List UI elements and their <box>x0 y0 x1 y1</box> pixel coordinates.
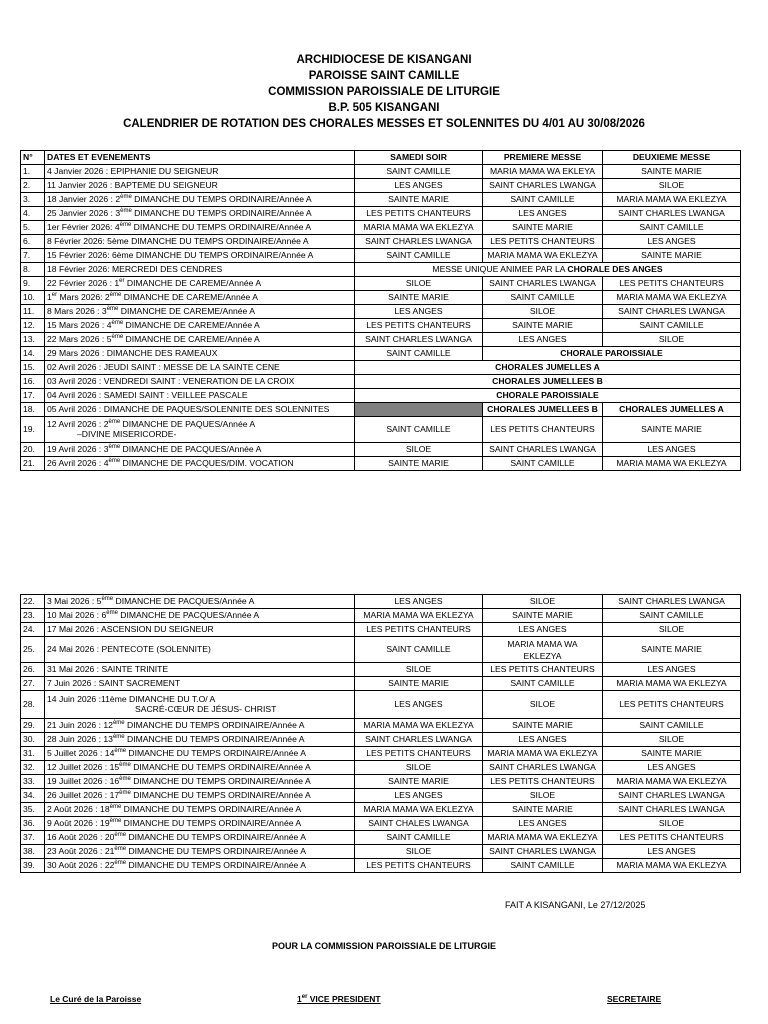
row-number: 24. <box>21 623 45 637</box>
row-number: 15. <box>21 361 45 375</box>
table-row <box>21 691 741 719</box>
row-number: 21. <box>21 457 45 471</box>
row-merged-assignment: CHORALE PAROISSIALE <box>355 389 741 403</box>
row-deuxieme: SILOE <box>603 623 741 637</box>
row-number: 26. <box>21 663 45 677</box>
row-deuxieme: SAINT CAMILLE <box>603 221 741 235</box>
row-deuxieme: SAINT CHARLES LWANGA <box>603 595 741 609</box>
row-samedi: SAINT CAMILLE <box>355 249 483 263</box>
row-event: 8 Mars 2026 : 3ème DIMANCHE DE CAREME/Année A <box>45 305 355 319</box>
row-premiere: LES ANGES <box>483 333 603 347</box>
col-header-premiere: PREMIERE MESSE <box>483 151 603 165</box>
row-deuxieme: MARIA MAMA WA EKLEZYA <box>603 775 741 789</box>
row-event: 9 Août 2026 : 19ème DIMANCHE DU TEMPS ORDINAIRE/Année A <box>45 817 355 831</box>
row-samedi: SILOE <box>355 443 483 457</box>
row-premiere: LES PETITS CHANTEURS <box>483 417 603 443</box>
row-deuxieme: SILOE <box>603 333 741 347</box>
table-row <box>21 193 741 207</box>
row-number: 29. <box>21 719 45 733</box>
row-deuxieme: SAINTE MARIE <box>603 637 741 663</box>
table-row <box>21 319 741 333</box>
row-number: 12. <box>21 319 45 333</box>
row-number: 3. <box>21 193 45 207</box>
table-row <box>21 623 741 637</box>
row-event: 22 Mars 2026 : 5ème DIMANCHE DE CAREME/Année A <box>45 333 355 347</box>
row-event: 28 Juin 2026 : 13ème DIMANCHE DU TEMPS ORDINAIRE/Année A <box>45 733 355 747</box>
row-deuxieme: SAINT CHARLES LWANGA <box>603 305 741 319</box>
table-row <box>21 637 741 663</box>
row-premiere: SAINT CHARLES LWANGA <box>483 845 603 859</box>
row-samedi: MARIA MAMA WA EKLEZYA <box>355 609 483 623</box>
row-number: 1. <box>21 165 45 179</box>
row-deuxieme: SAINT CAMILLE <box>603 719 741 733</box>
row-samedi: MARIA MAMA WA EKLEZYA <box>355 719 483 733</box>
table-row <box>21 263 741 277</box>
row-event: 8 Février 2026: 5ème DIMANCHE DU TEMPS ORDINAIRE/Année A <box>45 235 355 249</box>
commission-title: COMMISSION PAROISSIALE DE LITURGIE <box>268 86 500 98</box>
row-number: 17. <box>21 389 45 403</box>
row-premiere: SILOE <box>483 595 603 609</box>
row-event: 12 Avril 2026 : 2ème DIMANCHE DE PAQUES/Année A –DIVINE MISERICORDE- <box>45 417 355 443</box>
row-deuxieme: SAINT CHARLES LWANGA <box>603 207 741 221</box>
row-number: 32. <box>21 761 45 775</box>
row-deuxieme: SILOE <box>603 179 741 193</box>
row-merged-assignment: MESSE UNIQUE ANIMEE PAR LA CHORALE DES ANGES <box>355 263 741 277</box>
table-row <box>21 831 741 845</box>
signature-cure: Le Curé de la Paroisse <box>50 994 142 1004</box>
row-merged-assignment: CHORALES JUMELLEES B <box>355 375 741 389</box>
table-row <box>21 361 741 375</box>
row-number: 18. <box>21 403 45 417</box>
row-event: 02 Avril 2026 : JEUDI SAINT : MESSE DE LA SAINTE CENE <box>45 361 355 375</box>
table-header-row <box>21 151 741 165</box>
row-premiere: SAINT CAMILLE <box>483 677 603 691</box>
row-number: 37. <box>21 831 45 845</box>
row-number: 13. <box>21 333 45 347</box>
row-deuxieme: SAINTE MARIE <box>603 249 741 263</box>
row-premiere: LES ANGES <box>483 207 603 221</box>
row-number: 5. <box>21 221 45 235</box>
row-deuxieme: MARIA MAMA WA EKLEZYA <box>603 677 741 691</box>
row-samedi: SAINTE MARIE <box>355 193 483 207</box>
table-row <box>21 747 741 761</box>
row-samedi-shaded <box>355 403 483 417</box>
row-deuxieme: SAINT CHARLES LWANGA <box>603 803 741 817</box>
row-event: 2 Août 2026 : 18ème DIMANCHE DU TEMPS ORDINAIRE/Année A <box>45 803 355 817</box>
table-row <box>21 677 741 691</box>
row-merged-assignment: CHORALE PAROISSIALE <box>483 347 741 361</box>
row-deuxieme: SAINTE MARIE <box>603 165 741 179</box>
row-samedi: LES ANGES <box>355 691 483 719</box>
row-number: 2. <box>21 179 45 193</box>
row-number: 34. <box>21 789 45 803</box>
table-row <box>21 235 741 249</box>
row-number: 25. <box>21 637 45 663</box>
row-event: 05 Avril 2026 : DIMANCHE DE PAQUES/SOLENNITE DES SOLENNITES <box>45 403 355 417</box>
row-event: 11 Janvier 2026 : BAPTEME DU SEIGNEUR <box>45 179 355 193</box>
row-deuxieme: LES ANGES <box>603 235 741 249</box>
row-number: 14. <box>21 347 45 361</box>
signature-vice-president: 1er VICE PRESIDENT <box>297 994 381 1004</box>
row-event: 26 Avril 2026 : 4ème DIMANCHE DE PACQUES/DIM. VOCATION <box>45 457 355 471</box>
row-number: 23. <box>21 609 45 623</box>
table-row <box>21 595 741 609</box>
row-number: 6. <box>21 235 45 249</box>
rotation-table-part2 <box>20 594 741 873</box>
row-event: 24 Mai 2026 : PENTECOTE (SOLENNITE) <box>45 637 355 663</box>
row-number: 7. <box>21 249 45 263</box>
rotation-table-part1 <box>20 150 741 471</box>
row-event: 7 Juin 2026 : SAINT SACREMENT <box>45 677 355 691</box>
row-premiere: SAINTE MARIE <box>483 803 603 817</box>
row-event: 15 Février 2026: 6ème DIMANCHE DU TEMPS ORDINAIRE/Année A <box>45 249 355 263</box>
row-event: 14 Juin 2026 :11ème DIMANCHE DU T.O/ A SACRÉ-CŒUR DE JÉSUS- CHRIST <box>45 691 355 719</box>
table-row <box>21 761 741 775</box>
row-number: 22. <box>21 595 45 609</box>
row-number: 33. <box>21 775 45 789</box>
row-event: 03 Avril 2026 : VENDREDI SAINT : VENERATION DE LA CROIX <box>45 375 355 389</box>
row-deuxieme: SAINT CHARLES LWANGA <box>603 789 741 803</box>
row-samedi: SAINT CHARLES LWANGA <box>355 733 483 747</box>
row-samedi: LES PETITS CHANTEURS <box>355 859 483 873</box>
row-merged-assignment: CHORALES JUMELLES A <box>355 361 741 375</box>
archdiocese-title: ARCHIDIOCESE DE KISANGANI <box>296 54 472 66</box>
table-row <box>21 789 741 803</box>
row-samedi: MARIA MAMA WA EKLEZYA <box>355 221 483 235</box>
row-premiere: SAINT CAMILLE <box>483 291 603 305</box>
commission-signature-heading: POUR LA COMMISSION PAROISSIALE DE LITURGIE <box>271 941 496 951</box>
row-premiere: LES ANGES <box>483 733 603 747</box>
row-number: 30. <box>21 733 45 747</box>
row-premiere: SAINTE MARIE <box>483 319 603 333</box>
postal-box: B.P. 505 KISANGANI <box>328 102 440 114</box>
row-samedi: SAINTE MARIE <box>355 457 483 471</box>
row-samedi: SAINT CHARLES LWANGA <box>355 235 483 249</box>
row-premiere: MARIA MAMA WA EKLEYA <box>483 165 603 179</box>
row-samedi: LES ANGES <box>355 305 483 319</box>
table-row <box>21 417 741 443</box>
row-premiere: LES PETITS CHANTEURS <box>483 663 603 677</box>
table-row <box>21 375 741 389</box>
calendar-title: CALENDRIER DE ROTATION DES CHORALES MESSES ET SOLENNITES DU 4/01 AU 30/08/2026 <box>123 118 645 130</box>
row-premiere: SAINT CAMILLE <box>483 193 603 207</box>
signing-date: FAIT A KISANGANI, Le 27/12/2025 <box>505 900 646 910</box>
table-row <box>21 207 741 221</box>
table-row <box>21 179 741 193</box>
row-event: 22 Février 2026 : 1er DIMANCHE DE CAREME/Année A <box>45 277 355 291</box>
table-row <box>21 803 741 817</box>
table-row <box>21 443 741 457</box>
row-premiere: LES PETITS CHANTEURS <box>483 235 603 249</box>
table-row <box>21 277 741 291</box>
row-number: 35. <box>21 803 45 817</box>
row-samedi: LES ANGES <box>355 789 483 803</box>
row-number: 8. <box>21 263 45 277</box>
row-number: 20. <box>21 443 45 457</box>
row-deuxieme: LES ANGES <box>603 663 741 677</box>
row-premiere: LES ANGES <box>483 817 603 831</box>
row-event: 31 Mai 2026 : SAINTE TRINITE <box>45 663 355 677</box>
table-row <box>21 817 741 831</box>
row-premiere: SAINT CHARLES LWANGA <box>483 179 603 193</box>
document-header <box>0 52 768 132</box>
row-deuxieme: SAINT CAMILLE <box>603 319 741 333</box>
row-event: 10 Mai 2026 : 6ème DIMANCHE DE PACQUES/Année A <box>45 609 355 623</box>
col-header-event: DATES ET EVENEMENTS <box>45 151 355 165</box>
row-samedi: MARIA MAMA WA EKLEZYA <box>355 803 483 817</box>
row-deuxieme: MARIA MAMA WA EKLEZYA <box>603 859 741 873</box>
row-event: 21 Juin 2026 : 12ème DIMANCHE DU TEMPS ORDINAIRE/Année A <box>45 719 355 733</box>
row-number: 19. <box>21 417 45 443</box>
row-samedi: LES PETITS CHANTEURS <box>355 623 483 637</box>
row-event: 17 Mai 2026 : ASCENSION DU SEIGNEUR <box>45 623 355 637</box>
row-premiere: LES ANGES <box>483 623 603 637</box>
row-samedi: SILOE <box>355 845 483 859</box>
row-samedi: SAINTE MARIE <box>355 291 483 305</box>
row-samedi: LES PETITS CHANTEURS <box>355 747 483 761</box>
row-samedi: LES PETITS CHANTEURS <box>355 207 483 221</box>
row-samedi: SAINT CHALES LWANGA <box>355 817 483 831</box>
row-deuxieme: LES PETITS CHANTEURS <box>603 691 741 719</box>
col-header-deuxieme: DEUXIEME MESSE <box>603 151 741 165</box>
row-samedi: LES ANGES <box>355 595 483 609</box>
row-samedi: SAINTE MARIE <box>355 775 483 789</box>
row-samedi: SAINT CAMILLE <box>355 165 483 179</box>
row-premiere: SILOE <box>483 305 603 319</box>
col-header-num: N° <box>21 151 45 165</box>
row-samedi: LES PETITS CHANTEURS <box>355 319 483 333</box>
table-row <box>21 305 741 319</box>
table-row <box>21 165 741 179</box>
table-row <box>21 775 741 789</box>
row-event: 3 Mai 2026 : 5ème DIMANCHE DE PACQUES/Année A <box>45 595 355 609</box>
row-premiere: SAINT CAMILLE <box>483 457 603 471</box>
row-number: 39. <box>21 859 45 873</box>
row-deuxieme: MARIA MAMA WA EKLEZYA <box>603 457 741 471</box>
row-event: 1er Février 2026: 4ème DIMANCHE DU TEMPS ORDINAIRE/Année A <box>45 221 355 235</box>
row-event: 25 Janvier 2026 : 3ème DIMANCHE DU TEMPS ORDINAIRE/Année A <box>45 207 355 221</box>
row-event: 26 Juillet 2026 : 17ème DIMANCHE DU TEMPS ORDINAIRE/Année A <box>45 789 355 803</box>
row-event: 18 Février 2026: MERCREDI DES CENDRES <box>45 263 355 277</box>
row-event: 19 Avril 2026 : 3ème DIMANCHE DE PACQUES/Année A <box>45 443 355 457</box>
row-deuxieme: CHORALES JUMELLES A <box>603 403 741 417</box>
table-row <box>21 291 741 305</box>
row-deuxieme: SAINT CAMILLE <box>603 609 741 623</box>
row-deuxieme: LES PETITS CHANTEURS <box>603 831 741 845</box>
row-premiere: SILOE <box>483 789 603 803</box>
table-row <box>21 719 741 733</box>
row-event: 5 Juillet 2026 : 14ème DIMANCHE DU TEMPS ORDINAIRE/Année A <box>45 747 355 761</box>
row-premiere: SAINT CAMILLE <box>483 859 603 873</box>
row-premiere: SAINT CHARLES LWANGA <box>483 761 603 775</box>
table-row <box>21 249 741 263</box>
table-row <box>21 609 741 623</box>
row-number: 31. <box>21 747 45 761</box>
row-samedi: SAINT CAMILLE <box>355 347 483 361</box>
table-row <box>21 457 741 471</box>
row-event: 23 Août 2026 : 21ème DIMANCHE DU TEMPS ORDINAIRE/Année A <box>45 845 355 859</box>
row-samedi: SAINT CHARLES LWANGA <box>355 333 483 347</box>
row-number: 4. <box>21 207 45 221</box>
table-row <box>21 389 741 403</box>
table-row <box>21 403 741 417</box>
table-row <box>21 663 741 677</box>
row-premiere: MARIA MAMA WA EKLEZYA <box>483 249 603 263</box>
row-premiere: MARIA MAMA WA EKLEZYA <box>483 831 603 845</box>
table-row <box>21 333 741 347</box>
table-row <box>21 733 741 747</box>
row-deuxieme: MARIA MAMA WA EKLEZYA <box>603 291 741 305</box>
row-number: 11. <box>21 305 45 319</box>
row-event: 4 Janvier 2026 : EPIPHANIE DU SEIGNEUR <box>45 165 355 179</box>
row-number: 9. <box>21 277 45 291</box>
row-samedi: SILOE <box>355 277 483 291</box>
row-event: 16 Août 2026 : 20ème DIMANCHE DU TEMPS ORDINAIRE/Année A <box>45 831 355 845</box>
row-premiere: SILOE <box>483 691 603 719</box>
row-number: 28. <box>21 691 45 719</box>
signature-secretary: SECRETAIRE <box>607 994 662 1004</box>
row-premiere: SAINTE MARIE <box>483 609 603 623</box>
row-number: 16. <box>21 375 45 389</box>
row-premiere: MARIA MAMA WA EKLEZYA <box>483 637 603 663</box>
row-event: 1er Mars 2026: 2ème DIMANCHE DE CAREME/Année A <box>45 291 355 305</box>
row-premiere: LES PETITS CHANTEURS <box>483 775 603 789</box>
parish-title: PAROISSE SAINT CAMILLE <box>308 70 460 82</box>
row-number: 10. <box>21 291 45 305</box>
row-deuxieme: SILOE <box>603 817 741 831</box>
row-deuxieme: LES PETITS CHANTEURS <box>603 277 741 291</box>
row-samedi: SILOE <box>355 663 483 677</box>
row-premiere: SAINTE MARIE <box>483 719 603 733</box>
row-event: 19 Juillet 2026 : 16ème DIMANCHE DU TEMPS ORDINAIRE/Année A <box>45 775 355 789</box>
row-number: 38. <box>21 845 45 859</box>
row-event: 04 Avril 2026 : SAMEDI SAINT : VEILLEE PASCALE <box>45 389 355 403</box>
row-deuxieme: MARIA MAMA WA EKLEZYA <box>603 193 741 207</box>
table-row <box>21 859 741 873</box>
table-row <box>21 347 741 361</box>
row-deuxieme: LES ANGES <box>603 761 741 775</box>
row-deuxieme: LES ANGES <box>603 443 741 457</box>
row-event: 30 Août 2026 : 22ème DIMANCHE DU TEMPS ORDINAIRE/Année A <box>45 859 355 873</box>
row-premiere: CHORALES JUMELLEES B <box>483 403 603 417</box>
row-event: 15 Mars 2026 : 4ème DIMANCHE DE CAREME/Année A <box>45 319 355 333</box>
row-number: 27. <box>21 677 45 691</box>
row-samedi: SAINT CAMILLE <box>355 637 483 663</box>
row-samedi: SAINT CAMILLE <box>355 831 483 845</box>
row-samedi: SAINT CAMILLE <box>355 417 483 443</box>
table-row <box>21 845 741 859</box>
row-premiere: MARIA MAMA WA EKLEZYA <box>483 747 603 761</box>
row-deuxieme: SAINTE MARIE <box>603 417 741 443</box>
row-event: 12 Juillet 2026 : 15ème DIMANCHE DU TEMPS ORDINAIRE/Année A <box>45 761 355 775</box>
row-event: 18 Janvier 2026 : 2ème DIMANCHE DU TEMPS ORDINAIRE/Année A <box>45 193 355 207</box>
row-samedi: SILOE <box>355 761 483 775</box>
row-premiere: SAINTE MARIE <box>483 221 603 235</box>
table-row <box>21 221 741 235</box>
row-premiere: SAINT CHARLES LWANGA <box>483 277 603 291</box>
row-samedi: SAINTE MARIE <box>355 677 483 691</box>
row-event: 29 Mars 2026 : DIMANCHE DES RAMEAUX <box>45 347 355 361</box>
row-deuxieme: SILOE <box>603 733 741 747</box>
row-premiere: SAINT CHARLES LWANGA <box>483 443 603 457</box>
col-header-samedi: SAMEDI SOIR <box>355 151 483 165</box>
row-deuxieme: LES ANGES <box>603 845 741 859</box>
row-number: 36. <box>21 817 45 831</box>
row-samedi: LES ANGES <box>355 179 483 193</box>
row-deuxieme: SAINTE MARIE <box>603 747 741 761</box>
